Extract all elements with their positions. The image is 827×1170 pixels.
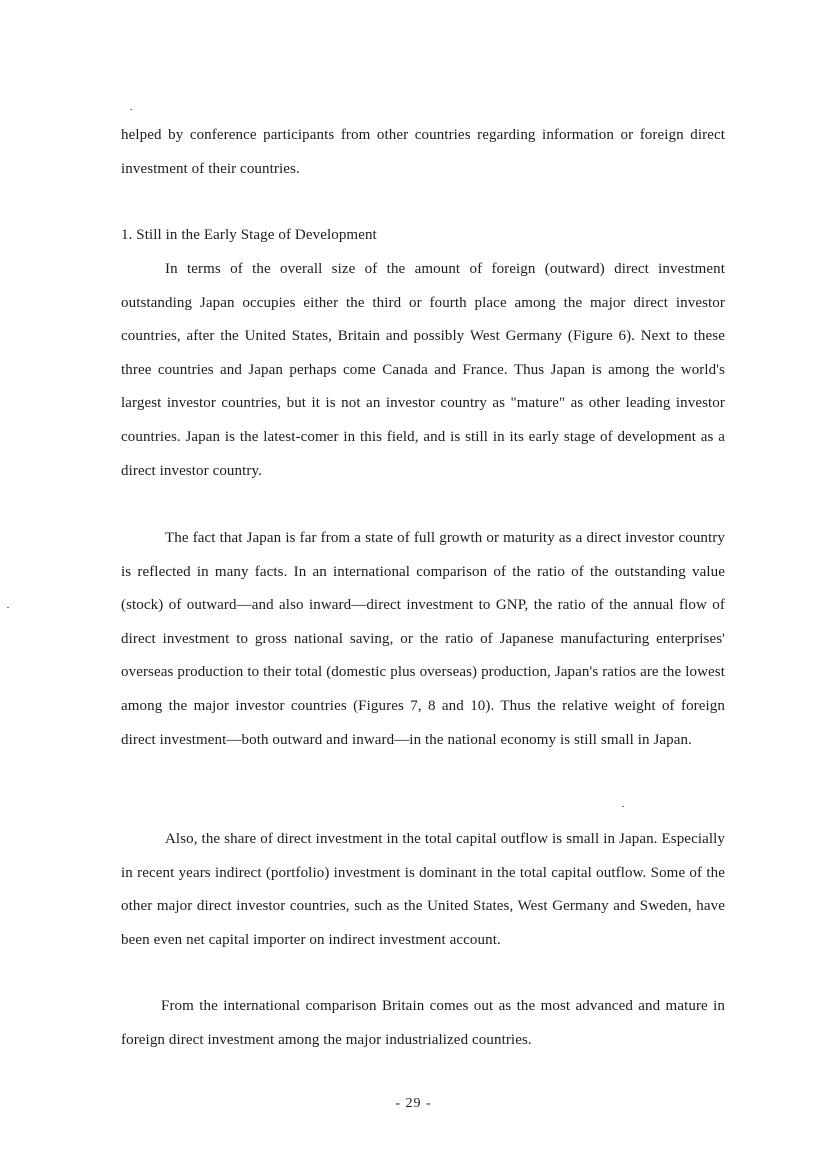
- continuation-paragraph: helped by conference participants from other countries regarding information or foreign direct investment of their countries.: [121, 127, 725, 177]
- scan-speck: [622, 806, 624, 807]
- body-paragraph: In terms of the overall size of the amount of foreign (outward) direct investment outstanding Japan occupies either the third or fourth place among the major direct investor countries, after the United States, Britain and possibly West Germany (Figure 6). Next to these three countries and Japan perhaps come Canada and France. Thus Japan is among the world's largest investor countries, but it is not an investor country as "mature" as other leading investor countries. Japan is the latest-comer in this field, and is still in its early stage of development as a direct investor country.: [121, 261, 725, 479]
- body-paragraph: From the international comparison Britain comes out as the most advanced and mature in foreign direct investment among the major industrialized countries.: [121, 998, 725, 1048]
- body-paragraph: The fact that Japan is far from a state of full growth or maturity as a direct investor country is reflected in many facts. In an international comparison of the ratio of the outstanding value (stock) of outward—and also inward—direct investment to GNP, the ratio of the annual flow of direct investment to gross national saving, or the ratio of Japanese manufacturing enterprises' overseas production to their total (domestic plus overseas) production, Japan's ratios are the lowest among the major investor countries (Figures 7, 8 and 10). Thus the relative weight of foreign direct investment—both outward and inward—in the national economy is still small in Japan.: [121, 530, 725, 748]
- scan-speck: [7, 607, 9, 608]
- section-heading: 1. Still in the Early Stage of Development: [121, 227, 377, 243]
- scan-speck: [130, 109, 132, 110]
- page-number: - 29 -: [395, 1096, 432, 1111]
- body-paragraph: Also, the share of direct investment in the total capital outflow is small in Japan. Especially in recent years indirect (portfolio) investment is dominant in the total capital outflow. Some of the other major direct investor countries, such as the United States, West Germany and Sweden, have been even net capital importer on indirect investment account.: [121, 831, 725, 948]
